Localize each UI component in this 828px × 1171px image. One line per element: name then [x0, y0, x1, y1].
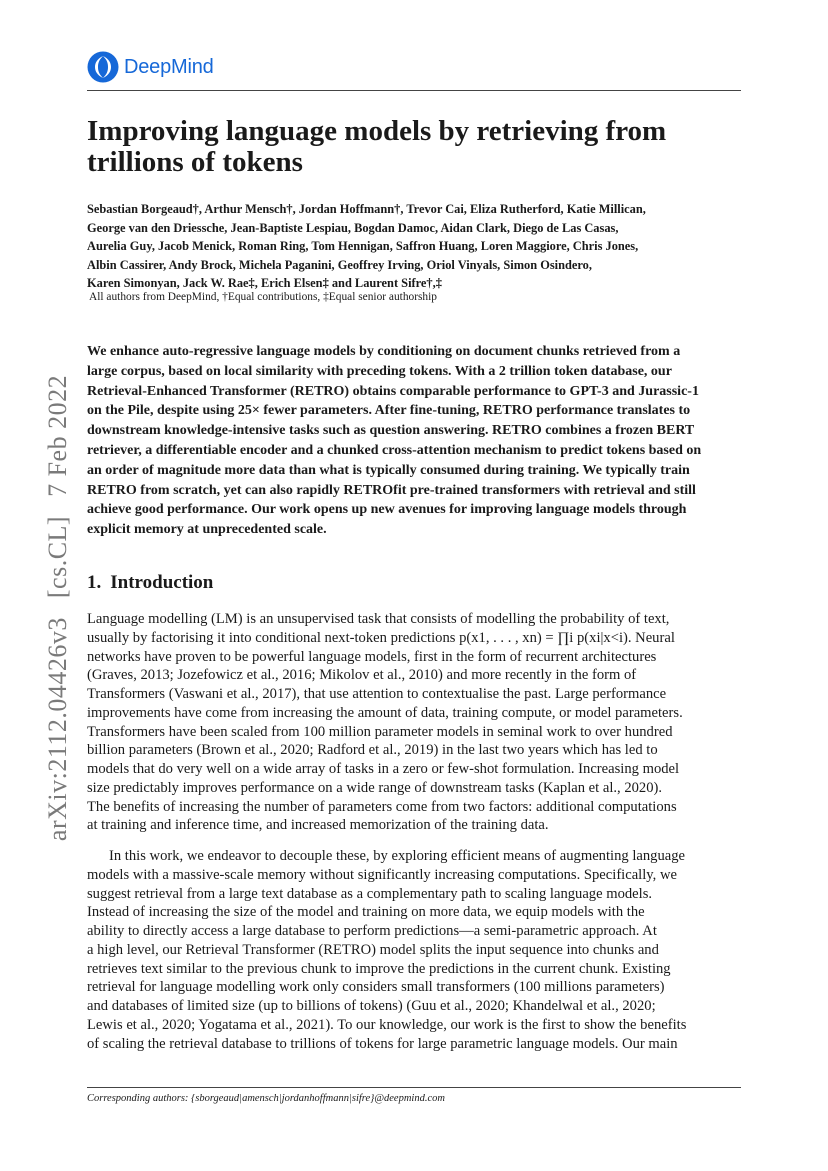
body-line: of scaling the retrieval database to trillions of tokens for large parametric language models. Our main	[87, 1035, 678, 1052]
logo-text: DeepMind	[124, 55, 214, 78]
body-line: suggest retrieval from a large text database as a complementary path to scaling language models.	[87, 885, 653, 902]
paper-title: Improving language models by retrieving from trillions of tokens	[87, 115, 667, 178]
body-line: size predictably improves performance on a wide range of downstream tasks (Kaplan et al., 2020).	[87, 779, 663, 796]
body-line: Transformers have been scaled from 100 million parameter models in seminal work to over hundred	[87, 723, 673, 740]
body-line: ability to directly access a large database to perform predictions—a semi-parametric approach. At	[87, 923, 657, 939]
body-line: retrieves text similar to the previous chunk to improve the predictions in the current chunk. Existing	[87, 960, 671, 977]
body-line: and databases of limited size (up to billions of tokens) (Guu et al., 2020; Khandelwal et al., 2020;	[87, 998, 656, 1014]
author-list	[87, 200, 737, 293]
intro-paragraph-2	[87, 847, 741, 1053]
abstract-line: RETRO from scratch, yet can also rapidly RETROfit pre-trained transformers with retrieval and still	[87, 482, 696, 498]
body-line: a high level, our Retrieval Transformer (RETRO) model splits the input sequence into chunks and	[87, 941, 659, 958]
abstract-line: on the Pile, despite using 25× fewer parameters. After fine-tuning, RETRO performance translates to	[87, 403, 691, 419]
deepmind-logo	[87, 50, 214, 84]
author-line: George van den Driessche, Jean-Baptiste Lespiau, Bogdan Damoc, Aidan Clark, Diego de Las Casas,	[87, 220, 619, 235]
body-line: The benefits of increasing the number of parameters come from two factors: additional computations	[87, 798, 677, 815]
body-line: (Graves, 2013; Jozefowicz et al., 2016; Mikolov et al., 2010) and more recently in the form of	[87, 667, 637, 684]
abstract-line: large corpus, based on local similarity with preceding tokens. With a 2 trillion token database, our	[87, 363, 672, 379]
abstract-line: explicit memory at unprecedented scale.	[87, 522, 327, 538]
body-line: billion parameters (Brown et al., 2020; Radford et al., 2019) in the last two years which has led to	[87, 742, 658, 759]
section-heading	[87, 572, 213, 594]
affiliation-note: All authors from DeepMind, †Equal contributions, ‡Equal senior authorship	[89, 291, 437, 303]
body-line: models with a massive-scale memory without significantly increasing computations. Specifically, we	[87, 866, 677, 883]
author-line: Albin Cassirer, Andy Brock, Michela Paganini, Geoffrey Irving, Oriol Vinyals, Simon Osindero,	[87, 257, 592, 272]
abstract-line: downstream knowledge-intensive tasks such as question answering. RETRO combines a frozen BERT	[87, 423, 695, 439]
abstract	[87, 342, 741, 540]
author-line: Sebastian Borgeaud†, Arthur Mensch†, Jordan Hoffmann†, Trevor Cai, Eliza Rutherford, Katie Millican,	[87, 202, 646, 216]
body-line: networks have proven to be powerful language models, first in the form of recurrent architectures	[87, 648, 657, 665]
intro-paragraph-1	[87, 610, 741, 835]
arxiv-stamp	[43, 369, 73, 847]
arxiv-id[interactable]: arXiv:2112.04426v3	[43, 617, 72, 842]
deepmind-logo-icon	[87, 51, 119, 83]
body-line: retrieval for language modelling work only considers small transformers (100 millions parameters)	[87, 979, 665, 996]
body-line: In this work, we endeavor to decouple these, by exploring efficient means of augmenting language	[109, 848, 686, 864]
body-line: Lewis et al., 2020; Yogatama et al., 2021). To our knowledge, our work is the first to show the benefits	[87, 1016, 687, 1033]
body-line: Transformers (Vaswani et al., 2017), that use attention to contextualise the past. Large performance	[87, 686, 667, 702]
abstract-line: We enhance auto-regressive language models by conditioning on document chunks retrieved from a	[87, 344, 681, 359]
section-number: 1.	[87, 572, 102, 593]
abstract-line: an order of magnitude more data than what is typically consumed during training. We typically train	[87, 462, 690, 478]
arxiv-date: 7 Feb 2022	[43, 374, 72, 497]
corresponding-authors-footnote[interactable]: Corresponding authors: {sborgeaud|amensch|jordanhoffmann|sifre}@deepmind.com	[87, 1093, 445, 1104]
arxiv-category: [cs.CL]	[43, 515, 72, 599]
footnote-rule	[87, 1087, 741, 1088]
abstract-line: Retrieval-Enhanced Transformer (RETRO) obtains comparable performance to GPT-3 and Jurassic-1	[87, 383, 699, 399]
body-line: at training and inference time, and increased memorization of the training data.	[87, 817, 549, 834]
body-line: improvements have come from increasing the amount of data, training compute, or model parameters.	[87, 704, 683, 721]
section-title: Introduction	[110, 572, 214, 593]
author-line: Karen Simonyan, Jack W. Rae‡, Erich Elsen‡ and Laurent Sifre†,‡	[87, 276, 442, 291]
abstract-line: retriever, a differentiable encoder and a chunked cross-attention mechanism to predict tokens based on	[87, 442, 702, 458]
abstract-line: achieve good performance. Our work opens up new avenues for improving language models through	[87, 502, 687, 518]
author-line: Aurelia Guy, Jacob Menick, Roman Ring, Tom Hennigan, Saffron Huang, Loren Maggiore, Chris Jones,	[87, 239, 639, 254]
body-line: Instead of increasing the size of the model and training on more data, we equip models with the	[87, 904, 645, 921]
body-line: models that do very well on a wide array of tasks in a zero or few-shot formulation. Increasing model	[87, 761, 680, 777]
body-line: Language modelling (LM) is an unsupervised task that consists of modelling the probability of text,	[87, 611, 670, 627]
header-rule	[87, 90, 741, 91]
body-line: usually by factorising it into conditional next-token predictions p(x1, . . . , xn) = ∏i p(xi|x<i). Neural	[87, 629, 675, 646]
